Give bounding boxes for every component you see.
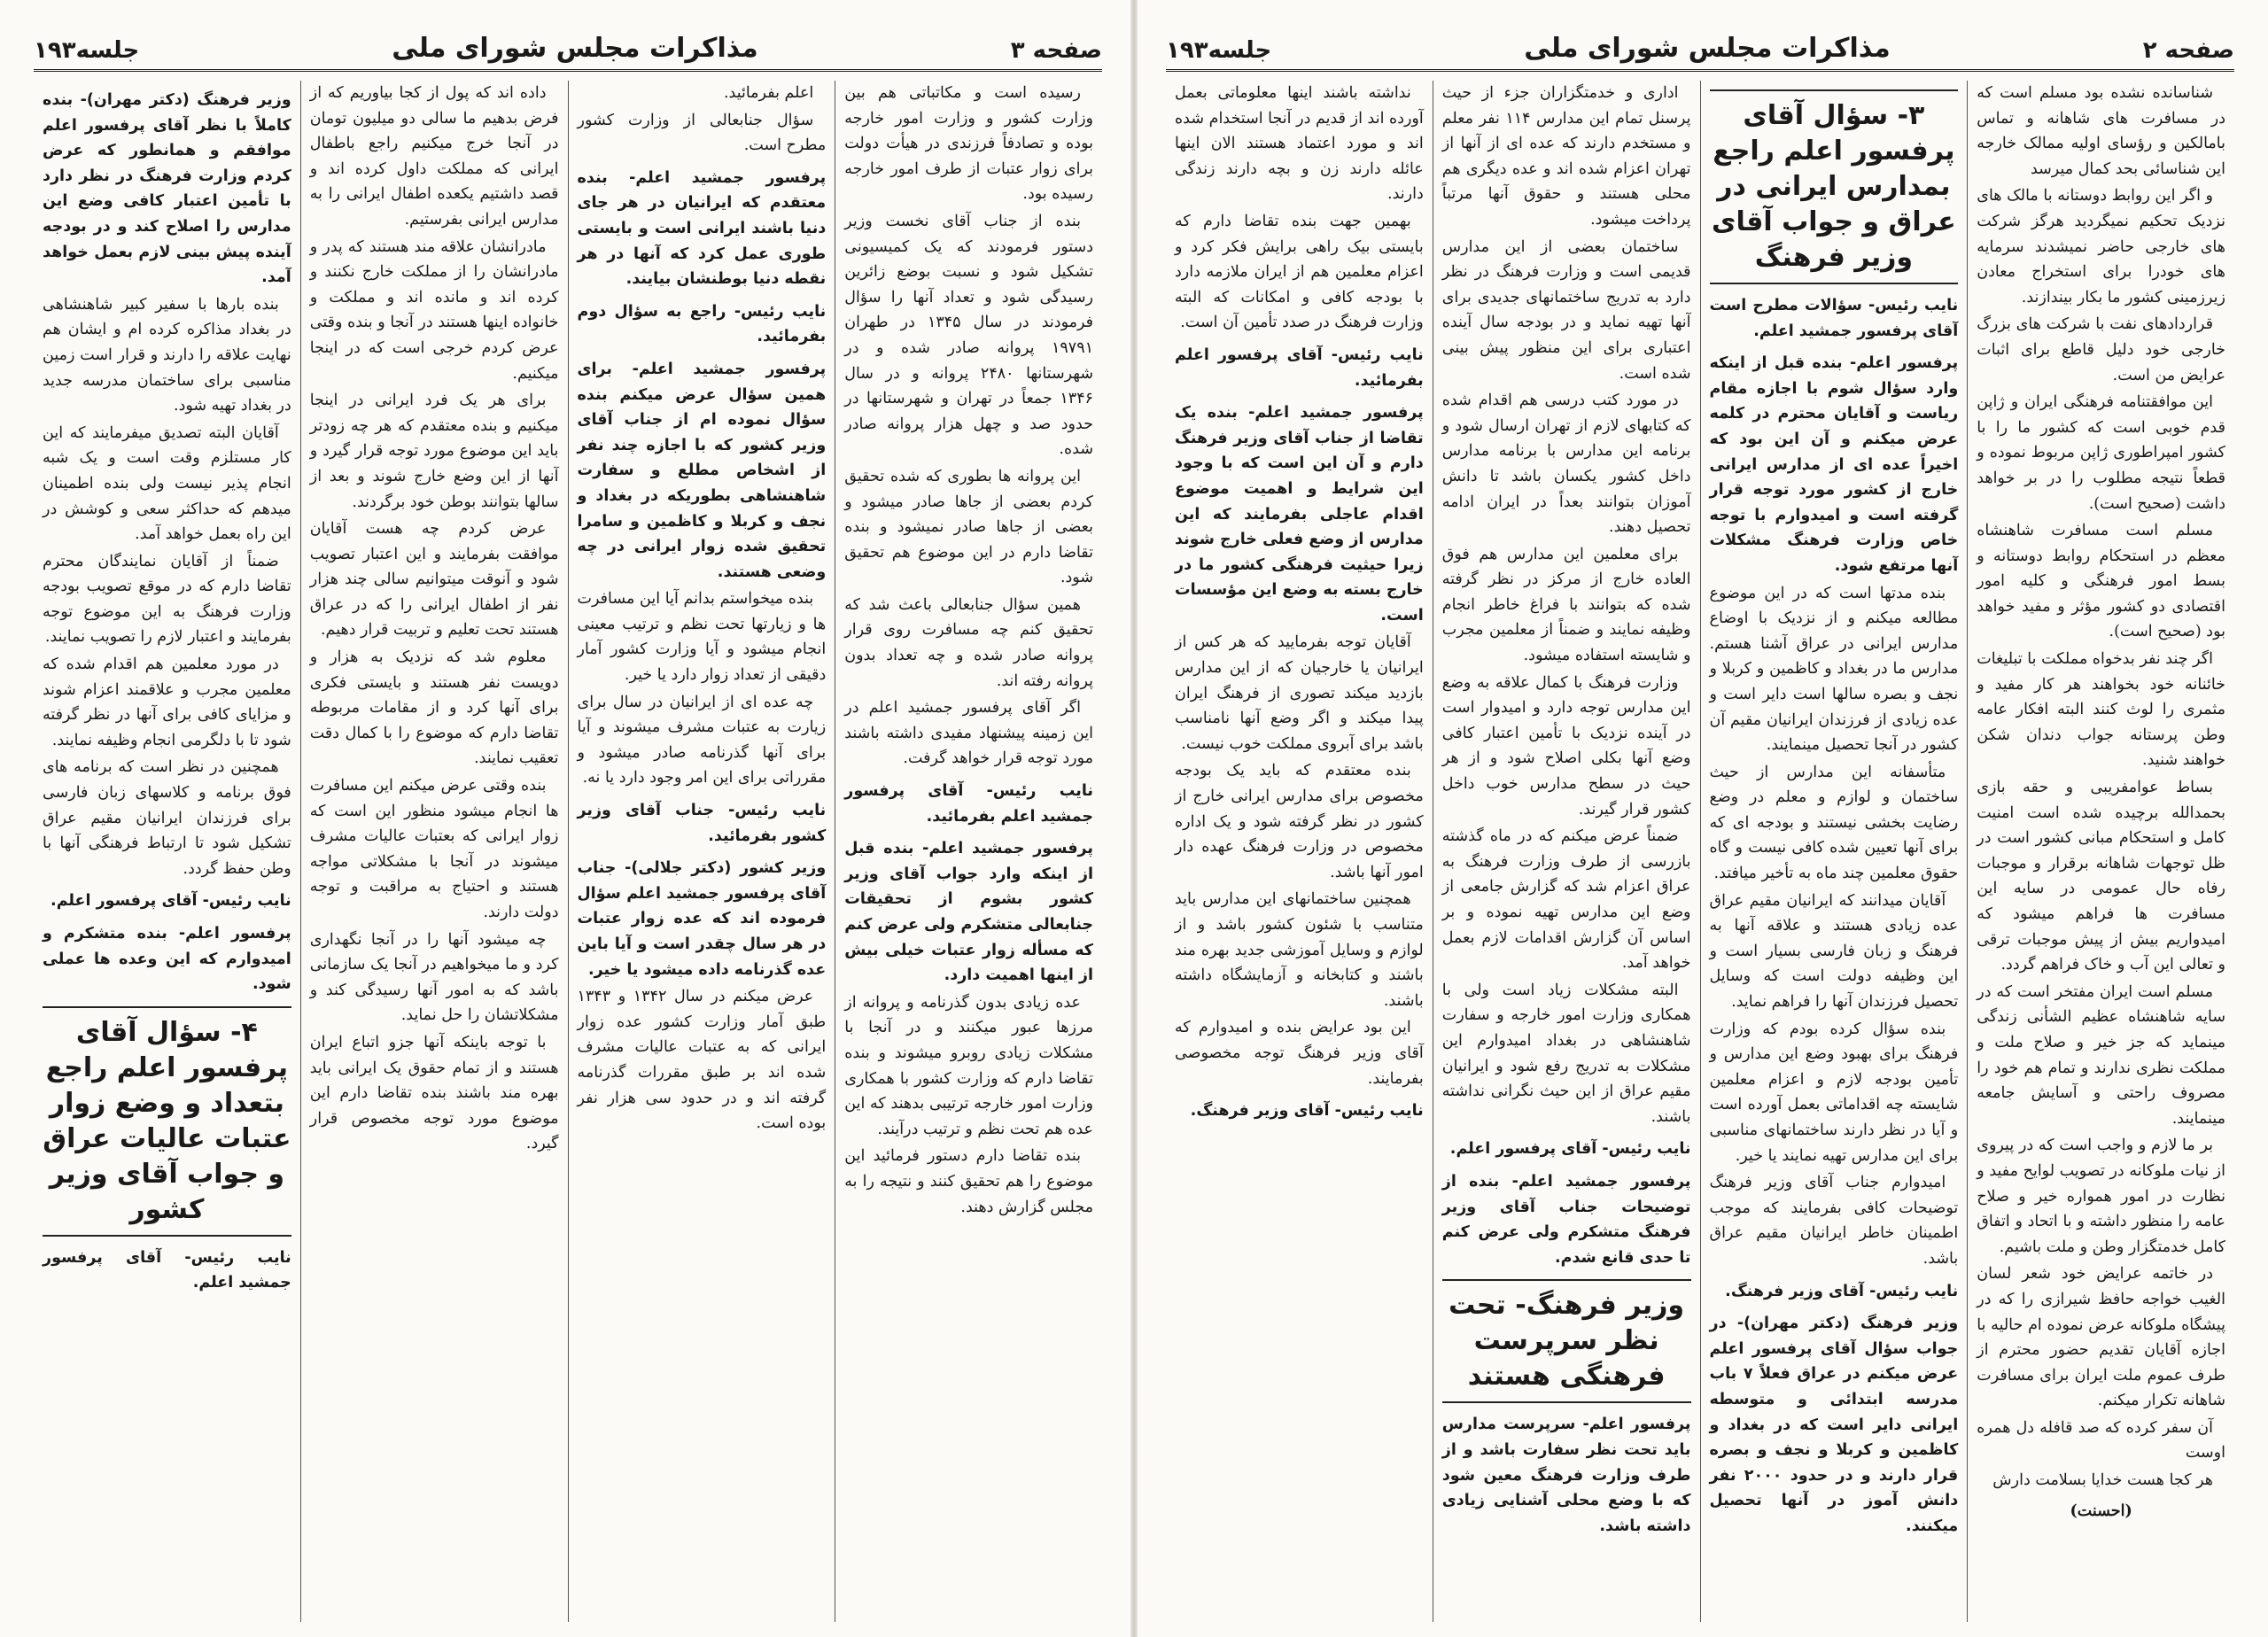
paragraph: آقایان البته تصدیق میفرمایند که این کار مستلزم وقت است و یک شبه انجام پذیر نیست ولی بنده اطمینان میدهم که حداکثر سعی و کوشش در این راه بعمل خواهد آمد. [43, 423, 291, 544]
speaker-paragraph: نایب رئیس- آقای پرفسور جمشید اعلم بفرمائید. [844, 782, 1093, 826]
paragraph: عده زیادی بدون گذرنامه و پروانه از مرزها عبور میکنند و در آنجا با مشکلات زیادی روبرو میشوند و بنده تقاضا دارم که وزارت کشور با همکاری وزارت امور خارجه ترتیبی بدهند که این عده هم تحت نظم و ترتیب درآیند. [844, 993, 1093, 1138]
paragraph: این موافقتنامه فرهنگی ایران و ژاپن قدم خوبی است که کشور ما را با کشور امپراطوری ژاپن مربوط نموده و قطعاً نتیجه مطلوب را در بر خواهد داشت (صحیح است). [1977, 393, 2225, 513]
column-3 [1433, 81, 1700, 1622]
paragraph: در مورد معلمین هم اقدام شده که معلمین مجرب و علاقمند اعزام شوند و مزایای کافی برای آنها در نظر گرفته شود تا با دلگرمی انجام وظیفه نمایند. [43, 656, 291, 749]
paragraph: امیدوارم جناب آقای وزیر فرهنگ توضیحات کافی بفرمایند که موجب اطمینان خاطر ایرانیان مقیم عراق باشد. [1709, 1174, 1959, 1268]
speaker-paragraph: نایب رئیس- آقای وزیر فرهنگ. [1190, 1102, 1424, 1121]
paragraph: این پروانه ها بطوری که شده تحقیق کردم بعضی از جاها صادر میشود و بعضی از جاها صادر نمیشود و بنده تقاضا دارم در این موضوع هم تحقیق شود. [844, 467, 1093, 587]
paragraph: چه عده ای از ایرانیان در سال برای زیارت به عتبات مشرف میشوند و آیا برای آنها گذرنامه صادر میشود و مقرراتی برای این امر وجود دارد یا نه. [577, 693, 827, 787]
paragraph: ساختمان بعضی از این مدارس قدیمی است و وزارت فرهنگ در نظر دارد به تدریج ساختمانهای جدیدی برای آنها تهیه نماید و در بودجه سال آینده اعتباری برای این منظور پیش بینی شده است. [1441, 237, 1691, 383]
page-header [1166, 16, 2234, 72]
speaker-paragraph: نایب رئیس- سؤالات مطرح است آقای پرفسور جمشید اعلم. [1709, 297, 1959, 340]
paragraph: قراردادهای نفت با شرکت های بزرگ خارجی خود دلیل قاطع برای اثبات عرایض من است. [1977, 315, 2225, 384]
session-label: جلسه۱۹۳ [1166, 37, 1272, 64]
paragraph: بنده سؤال کرده بودم که وزارت فرهنگ برای بهبود وضع این مدارس و تأمین بودجه لازم و اعزام معلمین شایسته چه اقداماتی بعمل آورده است و آیا در نظر دارند ساختمانهای مناسبی برای این مدارس تهیه نمایند یا خیر. [1709, 1020, 1959, 1165]
paragraph: و اگر این روابط دوستانه با مالک های نزدیک تحکیم نمیگردید هرگز شرکت های خارجی حاضر نمیشدند سرمایه های خودرا برای استخراج معادن زیرزمینی کشور ما بکار بیندازند. [1977, 187, 2225, 306]
paragraph: رسیده است و مکاتباتی هم بین وزارت کشور و وزارت امور خارجه بوده و تصادفاً فرزندی در هیأت دولت برای زوار عتبات از طرف امور خارجه رسیده بود. [844, 84, 1093, 204]
column-2 [1700, 81, 1968, 1622]
paragraph: در خاتمه عرایض خود شعر لسان الغیب خواجه حافظ شیرازی را که در پیشگاه ملوکانه عرض نموده ام حالیه با اجازه آقایان تقدیم حضور محترم از طرف عموم ملت ایران برای مسافرت شاهانه تکرار میکنم. [1977, 1265, 2225, 1410]
paragraph: شناسانده نشده بود مسلم است که در مسافرت های شاهانه و تماس بامالکین و رؤسای اولیه ممالک خارجه این شناسائی بحد کمال میرسد [1977, 84, 2225, 178]
paragraph: برای هر یک فرد ایرانی در اینجا میکنیم و بنده معتقدم که هر چه زودتر باید این موضوع مورد توجه قرار گیرد و آنها از این وضع خارج شوند و بعد از سالها بتوانند بوطن خود برگردند. [309, 392, 559, 511]
paragraph: بنده میخواستم بدانم آیا این مسافرت ها و زیارتها تحت نظم و ترتیب معینی انجام میشود و آیا وزارت کشور آمار دقیقی از تعداد زوار دارد یا خیر. [577, 590, 827, 685]
columns [34, 81, 1102, 1622]
paragraph: آن سفر کرده که صد قافله دل همره اوست [1977, 1418, 2225, 1462]
paragraph: بنده وقتی عرض میکنم این مسافرت ها انجام میشود منظور این است که زوار ایرانی که بعتبات عالیات مشرف میشوند در آنجا با مشکلاتی مواجه هستند و احتیاج به مراقبت و توجه دولت دارند. [309, 777, 559, 921]
speaker-paragraph: پرفسور اعلم- بنده متشکرم و امیدوارم که این وعده ها عملی شود. [43, 925, 291, 994]
paragraph: در مورد کتب درسی هم اقدام شده که کتابهای لازم از تهران ارسال شود و برنامه این مدارس با برنامه مدارس داخل کشور یکسان باشد تا دانش آموزان بتوانند بعداً در ایران ادامه تحصیل دهند. [1441, 392, 1691, 537]
column-4 [34, 81, 300, 1622]
paragraph: بنده مدتها است که در این موضوع مطالعه میکنم و از نزدیک با اوضاع مدارس ایرانی در عراق آشنا هستم. مدارس ما در بغداد و کاظمین و کربلا و نجف و بصره سالها است دایر است و عده زیادی از فرزندان ایرانیان مقیم آن کشور در آنجا تحصیل مینمایند. [1709, 584, 1959, 755]
paragraph: بهمین جهت بنده تقاضا دارم که بایستی بیک راهی برایش فکر کرد و اعزام معلمین هم از ایران ملازمه دارد با بودجه کافی و امکانات که البته وزارت فرهنگ در صدد تأمین آن است. [1175, 212, 1424, 332]
page-3 [9, 0, 1127, 1637]
speaker-paragraph: نایب رئیس- آقای پرفسور اعلم. [50, 892, 291, 911]
paragraph: این بود عرایض بنده و امیدوارم که آقای وزیر فرهنگ توجه مخصوصی بفرمایند. [1175, 1019, 1424, 1088]
speaker-paragraph: وزیر فرهنگ (دکتر مهران)- بنده کاملاً با نظر آقای پرفسور اعلم موافقم و همانطور که عرض کردم وزارت فرهنگ در نظر دارد با تأمین اعتبار کافی وضع این مدارس را اصلاح کند و در بودجه آینده پیش بینی لازم بعمل خواهد آمد. [43, 91, 291, 287]
column-4 [1166, 81, 1433, 1622]
page-header [34, 16, 1102, 72]
paragraph: همین سؤال جنابعالی باعث شد که تحقیق کنم چه مسافرت روی قرار پروانه صادر شده و چه تعداد بدون پروانه رفته اند. [844, 595, 1093, 690]
page-label: صفحه ۳ [1010, 37, 1102, 64]
column-1 [835, 81, 1102, 1622]
paragraph: عرض میکنم در سال ۱۳۴۲ و ۱۳۴۳ طبق آمار وزارت کشور عده زوار ایرانی که به عتبات عالیات مشرف شده اند بر طبق مقررات گذرنامه گرفته اند و در حدود سی هزار نفر بوده است. [577, 988, 827, 1133]
speaker-paragraph: نایب رئیس- آقای پرفسور اعلم. [1449, 1140, 1691, 1159]
paragraph: متأسفانه این مدارس از حیث ساختمان و لوازم و معلم در وضع رضایت بخشی نیستند و بودجه ای که برای آنها تعیین شده کافی نیست و گاه حقوق معلمین چند ماه به تأخیر میافتد. [1709, 763, 1959, 883]
paragraph: بساط عوامفریبی و حقه بازی بحمدالله برچیده شده است امنیت کامل و استحکام مبانی کشور است در ظل توجهات شاهانه برقرار و موجبات رفاه حال عمومی در سایه این مسافرت ها فراهم میشود که امیدواریم بیش از پیش موجبات ترقی و تعالی این آب و خاک فراهم گردد. [1977, 779, 2225, 974]
session-label: جلسه۱۹۳ [34, 37, 140, 64]
paragraph: چه میشود آنها را در آنجا نگهداری کرد و ما میخواهیم در آنجا یک سازمانی باشد که به امور آنها رسیدگی کند و مشکلاتشان را حل نماید. [309, 930, 559, 1025]
column-3 [300, 81, 568, 1622]
paragraph: اگر آقای پرفسور جمشید اعلم در این زمینه پیشنهاد مفیدی داشته باشند مورد توجه قرار خواهد گرفت. [844, 699, 1093, 768]
page-title: مذاکرات مجلس شورای ملی [392, 33, 758, 64]
speaker-paragraph: پرفسور جمشید اعلم- بنده یک تقاضا از جناب آقای وزیر فرهنگ دارم و آن این است که با وجود این شرایط و اهمیت موضوع اقدام عاجلی بفرمایند که این مدارس از وضع فعلی خارج شوند زیرا حیثیت فرهنگی کشور ما در خارج بسته به وضع این مؤسسات است. [1175, 404, 1424, 625]
speaker-paragraph: پرفسور جمشید اعلم- برای همین سؤال عرض میکنم بنده سؤال نموده ام از جناب آقای وزیر کشور که با اجازه چند نفر از اشخاص مطلع و سفارت شاهنشاهی بطوریکه در بغداد و نجف و کربلا و کاظمین و سامرا تحقیق شده زوار ایرانی در چه وضعی هستند. [577, 360, 827, 581]
paragraph: اعلم بفرمائید. [723, 84, 814, 102]
columns [1166, 81, 2234, 1622]
paragraph: البته مشکلات زیاد است ولی با همکاری وزارت امور خارجه و سفارت شاهنشاهی در بغداد امیدوارم این مشکلات به تدریج رفع شود و ایرانیان مقیم عراق از این حیث نگرانی نداشته باشند. [1441, 981, 1691, 1126]
paragraph: اگر چند نفر بدخواه مملکت با تبلیغات خائنانه خود بخواهند هر کار مفید و مثمری را لوث کنند البته افکار عامه وطن پرستانه جواب دندان شکن خواهند شنید. [1977, 650, 2225, 770]
speaker-paragraph: پرفسور جمشید اعلم- بنده معتقدم که ایرانیان در هر جای دنیا باشند ایرانی است و بایستی طوری عمل کرد که آنها در هر نقطه دنیا بوطنشان بیایند. [577, 168, 827, 289]
page-gutter [1130, 0, 1138, 1637]
paragraph: معلوم شد که نزدیک به هزار و دویست نفر هستند و بایستی فکری برای آنها کرد و از مقامات مربوطه تقاضا دارم که موضوع را با کمال دقت تعقیب نمایند. [309, 648, 559, 768]
paragraph: برای معلمین این مدارس هم فوق العاده خارج از مرکز در نظر گرفته شده که بتوانند با فراغ خاطر انجام وظیفه نمایند و ضمناً از معلمین مجرب و شایسته استفاده میشود. [1441, 545, 1691, 665]
paragraph: هر کجا هست خدایا بسلامت دارش [1992, 1471, 2213, 1490]
section-headline: ۳- سؤال آقای پرفسور اعلم راجع بمدارس ایرانی در عراق و جواب آقای وزیر فرهنگ [1710, 89, 1959, 284]
applause-note: (احسنت) [2070, 1501, 2132, 1520]
page-2 [1141, 0, 2259, 1637]
paragraph: بنده تقاضا دارم دستور فرمائید این موضوع را هم تحقیق کنند و نتیجه را به مجلس گزارش دهند. [844, 1147, 1093, 1216]
paragraph: مادرانشان علاقه مند هستند که پدر و مادرانشان را از مملکت خارج نکنند و کرده اند و مانده اند و مملکت و خانواده اینها هستند در آنجا و بنده وقتی عرض کردم خرجی است که در اینجا میکنیم. [309, 237, 559, 383]
speaker-paragraph: پرفسور جمشید اعلم- بنده قبل از اینکه وارد جواب آقای وزیر کشور بشوم از تحقیقات جنابعالی متشکرم ولی عرض کنم که مسأله زوار عتبات خیلی بیش از اینها اهمیت دارد. [844, 840, 1093, 985]
paragraph: بر ما لازم و واجب است که در پیروی از نیات ملوکانه در تصویب لوایح مفید و نظارت در امور همواره خیر و صلاح عامه را منظور داشته و با اتحاد و اتفاق کامل خدمتگزار وطن و ملت باشیم. [1977, 1137, 2225, 1256]
speaker-paragraph: نایب رئیس- جناب آقای وزیر کشور بفرمائید. [577, 802, 827, 845]
paragraph: نداشته باشند اینها معلوماتی بعمل آورده اند از قدیم در آنجا استخدام شده اند و مورد اعتماد هستند الان اینها عائله دارند زن و بچه دارند زندگی دارند. [1175, 84, 1424, 204]
paragraph: سؤال جنابعالی از وزارت کشور مطرح است. [577, 111, 827, 155]
paragraph: داده اند که پول از کجا بیاوریم که از فرض بدهیم ما سالی دو میلیون تومان در آنجا خرج میکنیم راجع باطفال ایرانی که مملکت داول کرده اند و قصد داشتیم یکعده اطفال ایرانی را به مدارس ایرانی بفرستیم. [309, 84, 559, 229]
paragraph: ضمناً عرض میکنم که در ماه گذشته بازرسی از طرف وزارت فرهنگ به عراق اعزام شد که گزارش جامعی از وضع این مدارس تهیه نموده و بر اساس آن گزارش اقدامات لازم بعمل خواهد آمد. [1441, 827, 1691, 973]
column-1 [1967, 81, 2234, 1622]
speaker-paragraph: نایب رئیس- آقای وزیر فرهنگ. [1725, 1282, 1959, 1300]
speaker-paragraph: وزیر فرهنگ (دکتر مهران)- در جواب سؤال آقای پرفسور اعلم عرض میکنم در عراق فعلاً ۷ باب مدرسه ابتدائی و متوسطه ایرانی دایر است که در بغداد و کاظمین و کربلا و نجف و بصره قرار دارند و در حدود ۲۰۰۰ نفر دانش آموز در آنها تحصیل میکنند. [1709, 1315, 1959, 1535]
paragraph: عرض کردم چه هست آقایان موافقت بفرمایند و این اعتبار تصویب شود و آنوقت میتوانیم سالی چند هزار نفر از اطفال ایرانی را که در عراق هستند تحت تعلیم و تربیت قرار دهیم. [309, 520, 559, 640]
paragraph: مسلم است ایران مفتخر است که در سایه شاهنشاه عظیم الشأنی زندگی مینماید که جز خیر و صلاح ملت و مملکت نظری ندارند و تمام هم خود را مصروف راحتی و آسایش جامعه مینمایند. [1977, 982, 2225, 1128]
speaker-paragraph: وزیر کشور (دکتر جلالی)- جناب آقای پرفسور جمشید اعلم سؤال فرموده اند که عده زوار عتبات در هر سال چقدر است و آیا باین عده گذرنامه داده میشود یا خیر. [577, 859, 827, 979]
speaker-paragraph: پرفسور اعلم- سرپرست مدارس باید تحت نظر سفارت باشد و از طرف وزارت فرهنگ معین شود که با وضع محلی آشنایی زیادی داشته باشد. [1441, 1416, 1691, 1535]
section-headline: وزیر فرهنگ- تحت نظر سرپرست فرهنگی هستند [1442, 1279, 1691, 1403]
speaker-paragraph: نایب رئیس- راجع به سؤال دوم بفرمائید. [577, 302, 827, 346]
page-label: صفحه ۲ [2142, 37, 2234, 64]
speaker-paragraph: نایب رئیس- آقای پرفسور جمشید اعلم. [43, 1248, 291, 1292]
speaker-paragraph: پرفسور جمشید اعلم- بنده از توضیحات جناب آقای وزیر فرهنگ متشکرم ولی عرض کنم تا حدی قانع شدم. [1441, 1172, 1691, 1267]
paragraph: بنده از جناب آقای نخست وزیر دستور فرمودند که یک کمیسیونی تشکیل شود و نسبت بوضع زائرین رسیدگی شود و تعداد آنها را سؤال فرمودند در سال ۱۳۴۵ در طهران ۱۹۷۹۱ پروانه صادر شده و در شهرستانها ۲۴۸۰ پروانه و در سال ۱۳۴۶ جمعاً در تهران و شهرستانها در حدود صد و چهل هزار پروانه صادر شده. [844, 212, 1094, 459]
paragraph: بنده معتقدم که باید یک بودجه مخصوص برای مدارس ایرانی خارج از کشور در نظر گرفته شود و یک اداره مخصوص در وزارت فرهنگ عهده دار امور آنها باشد. [1175, 762, 1424, 881]
paragraph: ضمناً از آقایان نمایندگان محترم تقاضا دارم که در موقع تصویب بودجه وزارت فرهنگ به این موضوع توجه بفرمایند و اعتبار لازم را تصویب نمایند. [43, 552, 291, 647]
paragraph: همچنین ساختمانهای این مدارس باید متناسب با شئون کشور باشد و از لوازم و وسایل آموزشی جدید بهره مند باشند و کتابخانه و آزمایشگاه داشته باشند. [1175, 890, 1424, 1010]
page-title: مذاکرات مجلس شورای ملی [1524, 33, 1891, 64]
section-headline: ۴- سؤال آقای پرفسور اعلم راجع بتعداد و وضع زوار عتبات عالیات عراق و جواب آقای وزیر کشور [43, 1006, 291, 1237]
paragraph: همچنین در نظر است که برنامه های فوق برنامه و کلاسهای زبان فارسی برای فرزندان ایرانیان مقیم عراق تشکیل شود تا ارتباط فرهنگی آنها با وطن حفظ گردد. [43, 758, 291, 878]
paragraph: وزارت فرهنگ با کمال علاقه به وضع این مدارس توجه دارد و امیدوار است در آینده نزدیک با تأمین اعتبار کافی وضع آنها بکلی اصلاح شود و از هر حیث در سطح مدارس خوب داخل کشور قرار گیرند. [1441, 673, 1691, 818]
paragraph: آقایان توجه بفرمایید که هر کس از ایرانیان یا خارجیان که از این مدارس بازدید میکند تصوری از فرهنگ ایران پیدا میکند و اگر وضع آنها نامناسب باشد برای آبروی مملکت خوب نیست. [1175, 633, 1424, 753]
speaker-paragraph: نایب رئیس- آقای پرفسور اعلم بفرمائید. [1175, 345, 1424, 390]
column-2 [568, 81, 835, 1622]
paragraph: با توجه باینکه آنها جزو اتباع ایران هستند و از تمام حقوق یک ایرانی باید بهره مند باشند بنده تقاضا دارم این موضوع مورد توجه مخصوص قرار گیرد. [309, 1033, 559, 1153]
paragraph: مسلم است مسافرت شاهنشاه معظم در استحکام روابط دوستانه و بسط امور فرهنگی و کلیه امور اقتصادی دو کشور مؤثر و مفید خواهد بود (صحیح است). [1977, 522, 2225, 641]
paragraph: بنده بارها با سفیر کبیر شاهنشاهی در بغداد مذاکره کرده ام و ایشان هم نهایت علاقه را دارند و قرار است زمین مناسبی برای ساختمان مدرسه جدید در بغداد تهیه شود. [43, 295, 291, 415]
paragraph: آقایان میدانند که ایرانیان مقیم عراق عده زیادی هستند و علاقه آنها به فرهنگ و زبان فارسی بسیار است و این وظیفه دولت است که وسایل تحصیل فرزندان آنها را فراهم نماید. [1709, 891, 1959, 1012]
paragraph: اداری و خدمتگزاران جزء از حیث پرسنل تمام این مدارس ۱۱۴ نفر معلم و مستخدم دارند که عده ای از آنها از تهران اعزام شده اند و عده دیگری هم محلی هستند و حقوق آنها مرتباً پرداخت میشود. [1441, 84, 1691, 229]
speaker-paragraph: پرفسور اعلم- بنده قبل از اینکه وارد سؤال شوم با اجازه مقام ریاست و آقایان محترم در کلمه عرض میکنم و آن این بود که اخیراً عده ای از مدارس ایرانی خارج از کشور مورد توجه قرار گرفته است و امیدوارم با توجه خاص وزارت فرهنگ مشکلات آنها مرتفع شود. [1709, 354, 1959, 575]
